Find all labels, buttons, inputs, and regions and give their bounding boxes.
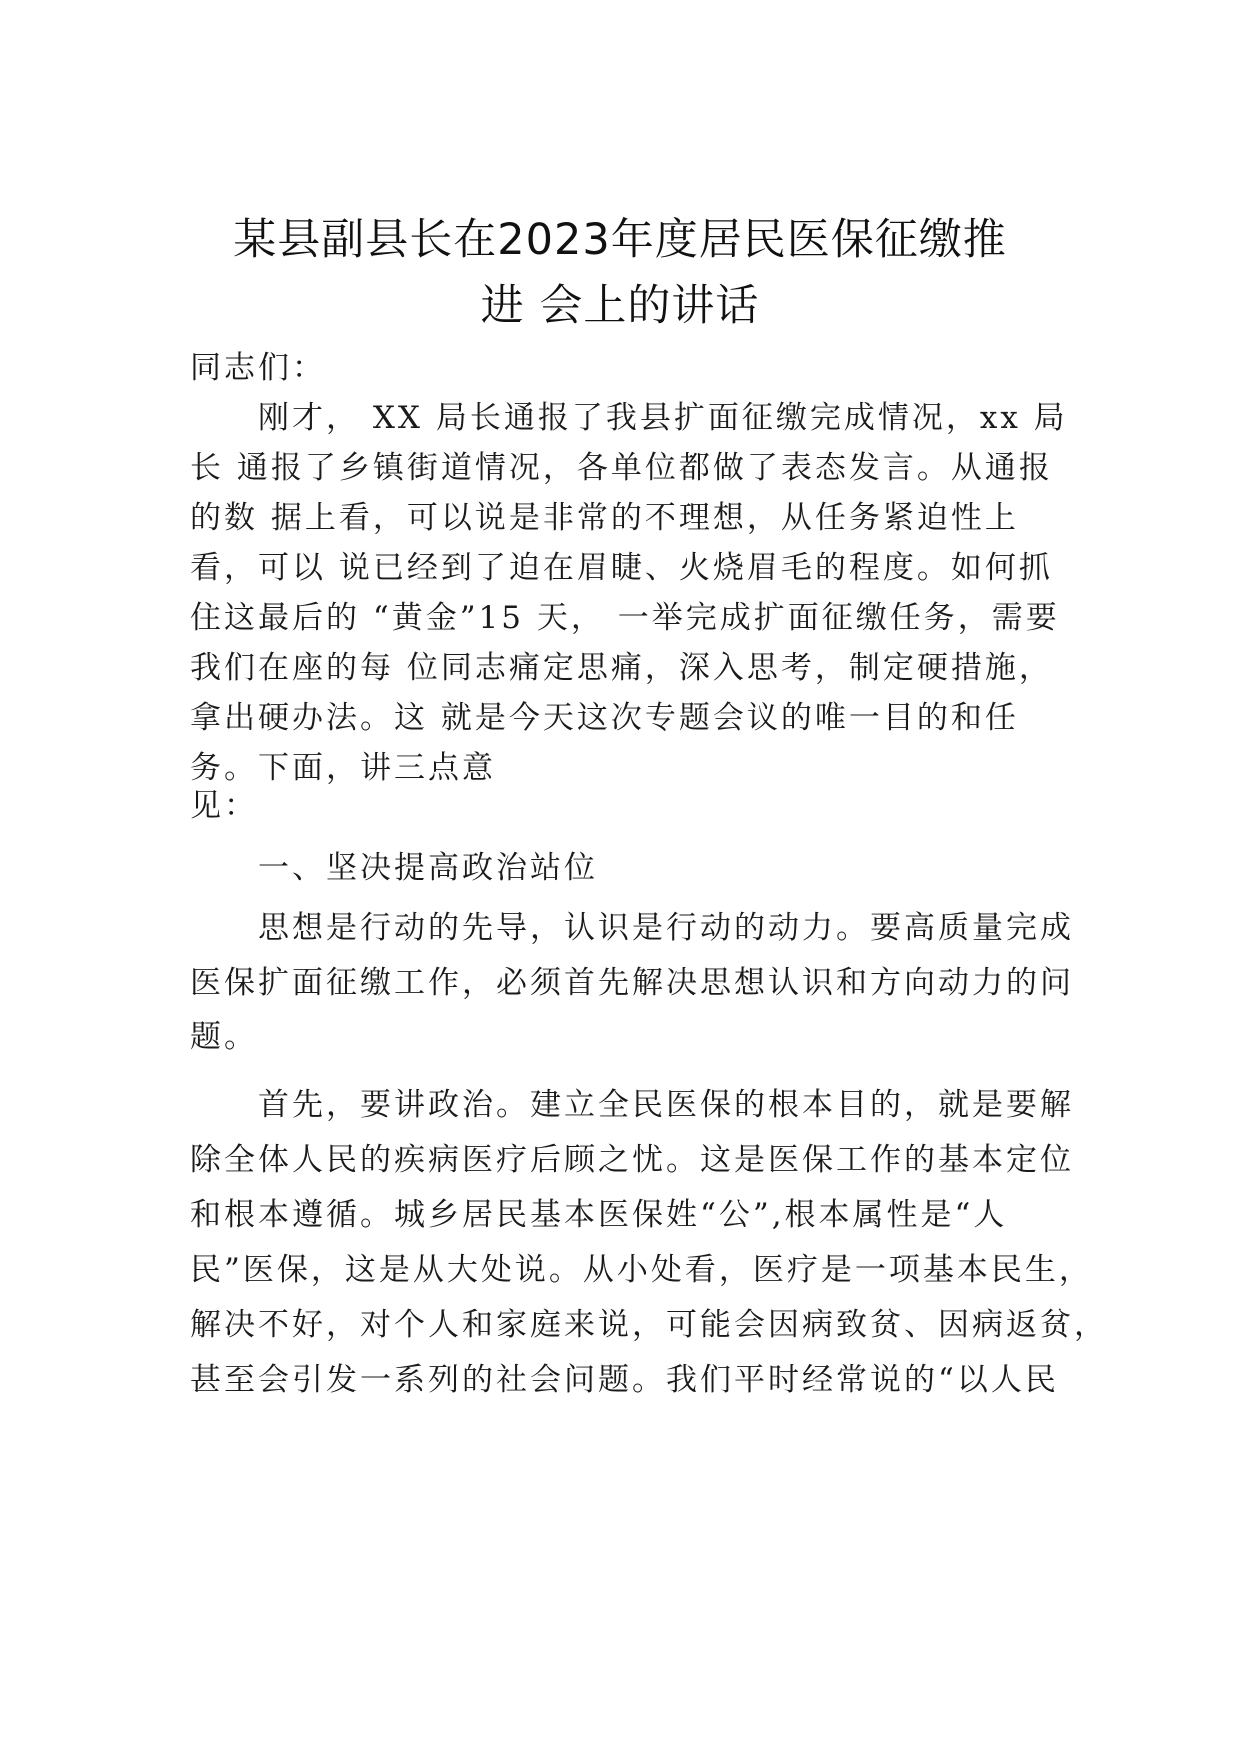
- paragraph-3-line: 解决不好，对个人和家庭来说，可能会因病致贫、因病返贫，: [190, 1307, 1108, 1343]
- paragraph-1-line: 见：: [190, 788, 258, 824]
- section-1-heading: 一、坚决提高政治站位: [258, 850, 598, 886]
- paragraph-1-line: 的数 据上看，可以说是非常的不理想，从任务紧迫性上: [190, 500, 1019, 536]
- paragraph-3-line: 除全体人民的疾病医疗后顾之忧。这是医保工作的基本定位: [190, 1142, 1074, 1178]
- paragraph-2-line: 题。: [190, 1019, 258, 1055]
- paragraph-1-line: 拿出硬办法。这 就是今天这次专题会议的唯一目的和任: [190, 700, 1019, 736]
- document-title-line-2: 进 会上的讲话: [480, 281, 760, 331]
- paragraph-3-line: 首先，要讲政治。建立全民医保的根本目的，就是要解: [258, 1087, 1074, 1123]
- paragraph-1-line: 长 通报了乡镇街道情况，各单位都做了表态发言。从通报: [190, 450, 1053, 486]
- paragraph-1-line: 务。下面，讲三点意: [190, 750, 496, 786]
- document-title-line-1: 某县副县长在2023年度居民医保征缴推: [233, 215, 1007, 265]
- paragraph-3-line: 甚至会引发一系列的社会问题。我们平时经常说的“以人民: [190, 1362, 1059, 1398]
- paragraph-1-line: 住这最后的 “黄金”15 天， 一举完成扩面征缴任务，需要: [190, 600, 1060, 636]
- paragraph-3-line: 和根本遵循。城乡居民基本医保姓“公”,根本属性是“人: [190, 1197, 1008, 1233]
- paragraph-2-line: 医保扩面征缴工作，必须首先解决思想认识和方向动力的问: [190, 965, 1074, 1001]
- paragraph-1-line: 刚才， XX 局长通报了我县扩面征缴完成情况，xx 局: [258, 400, 1068, 436]
- paragraph-2-line: 思想是行动的先导，认识是行动的动力。要高质量完成: [258, 910, 1074, 946]
- paragraph-1-line: 我们在座的每 位同志痛定思痛，深入思考，制定硬措施，: [190, 650, 1053, 686]
- greeting: 同志们：: [190, 350, 326, 386]
- paragraph-3-line: 民”医保，这是从大处说。从小处看，医疗是一项基本民生，: [190, 1252, 1093, 1288]
- paragraph-1-line: 看，可以 说已经到了迫在眉睫、火烧眉毛的程度。如何抓: [190, 550, 1053, 586]
